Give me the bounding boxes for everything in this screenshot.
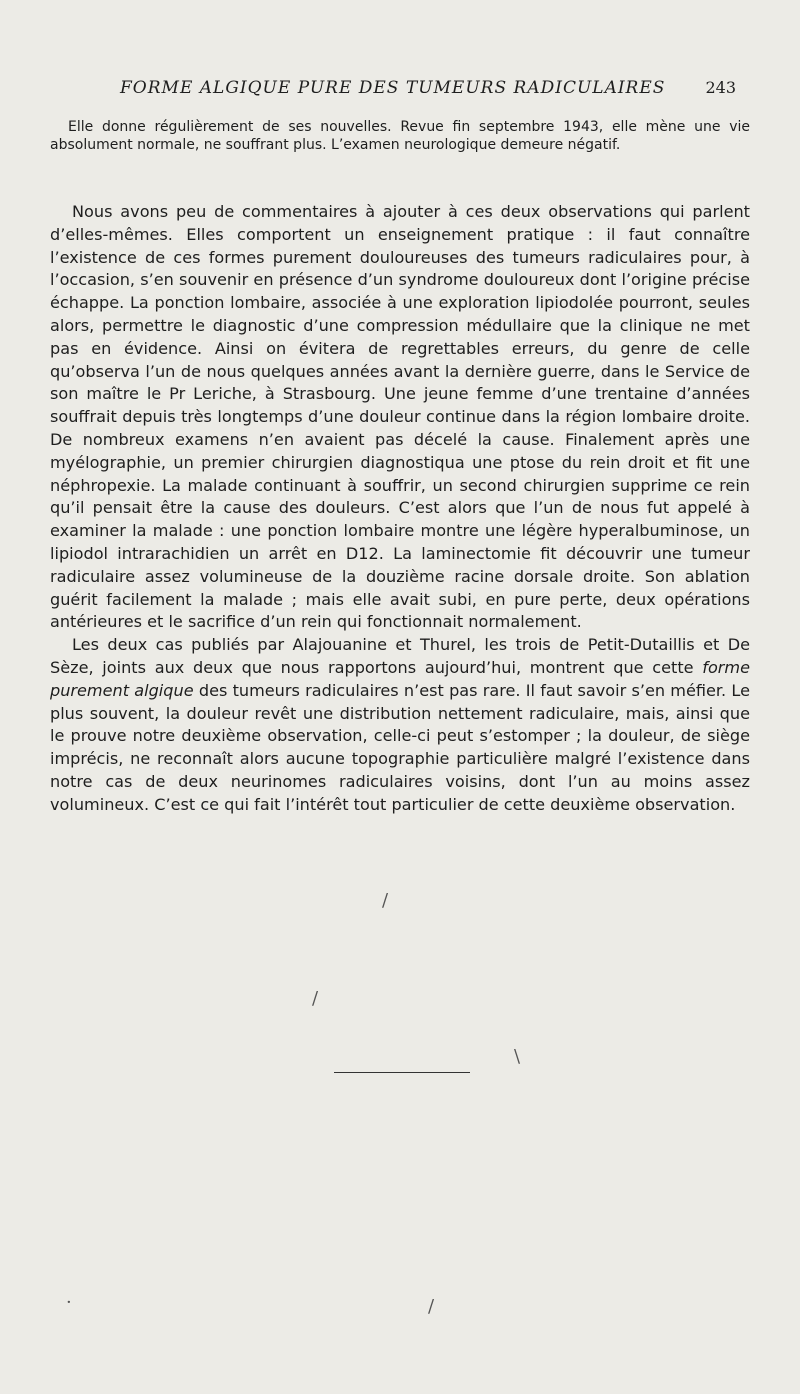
page-number: 243 <box>705 78 736 97</box>
paragraph-2-start: Les deux cas publiés par Alajouanine et Thurel, les trois de Petit-Dutaillis et De Sèze, joints aux deux que nous rapportons aujourd’hui, montrent que cette <box>50 635 750 677</box>
scan-mark: / <box>428 1296 435 1317</box>
running-title: FORME ALGIQUE PURE DES TUMEURS RADICULAIRES <box>120 78 666 98</box>
scan-mark: / <box>312 988 319 1009</box>
paragraph-2-end: des tumeurs radiculaires n’est pas rare. Il faut savoir s’en méfier. Le plus souvent, la douleur revêt une distribution nettement radiculaire, mais, ainsi que le prouve notre deuxième observation, celle-ci peut s’estomper ; la douleur, de siège imprécis, ne reconnaît alors aucune topographie particulière malgré l’existence dans notre cas de deux neurinomes radiculaires voisins, dont l’un au moins assez volumineux. C’est ce qui fait l’intérêt tout particulier de cette deuxième observation. <box>50 680 750 814</box>
case-conclusion-note: Elle donne régulièrement de ses nouvelles. Revue fin septembre 1943, elle mène une vie absolument normale, ne souffrant plus. L’examen neurologique demeure négatif. <box>50 119 750 153</box>
paragraph-commentary: Nous avons peu de commentaires à ajouter à ces deux observations qui parlent d’elles-mêmes. Elles comportent un enseignement pratique : il faut connaître l’existence de ces formes purement douloureuses des tumeurs radiculaires pour, à l’occasion, s’en souvenir en présence d’un syndrome douloureux dont l’origine précise échappe. La ponction lombaire, associée à une exploration lipiodolée pourront, seules alors, permettre le diagnostic d’une compression médullaire que la clinique ne met pas en évidence. Ainsi on évitera de regrettables erreurs, du genre de celle qu’observa l’un de nous quelques années avant la dernière guerre, dans le Service de son maître le Pr Leriche, à Strasbourg. Une jeune femme d’une trentaine d’années souffrait depuis très longtemps d’une douleur continue dans la région lombaire droite. De nombreux examens n’en avaient pas décelé la cause. Finalement après une myélographie, un premier chirurgien diagnostiqua une ptose du rein droit et fit une néphropexie. La malade continuant à souffrir, un second chirurgien supprime ce rein qu’il pensait être la cause des douleurs. C’est alors que l’un de nous fut appelé à examiner la malade : une ponction lombaire montre une légère hyperalbuminose, un lipiodol intrarachidien un arrêt en D12. La laminectomie fit découvrir une tumeur radiculaire assez volumineuse de la douzième racine dorsale droite. Son ablation guérit facilement la malade ; mais elle avait subi, en pure perte, deux opérations antérieures et le sacrifice d’un rein qui fonctionnait normalement. <box>50 202 750 632</box>
section-end-rule <box>334 1072 470 1073</box>
scan-mark: · <box>66 1292 72 1313</box>
paragraph-conclusion <box>50 634 750 816</box>
scan-mark: / <box>382 890 389 911</box>
discussion-text <box>50 201 750 817</box>
scan-mark: \ <box>514 1046 521 1067</box>
italic-term: forme purement algique <box>50 657 750 700</box>
page-header <box>52 78 742 100</box>
